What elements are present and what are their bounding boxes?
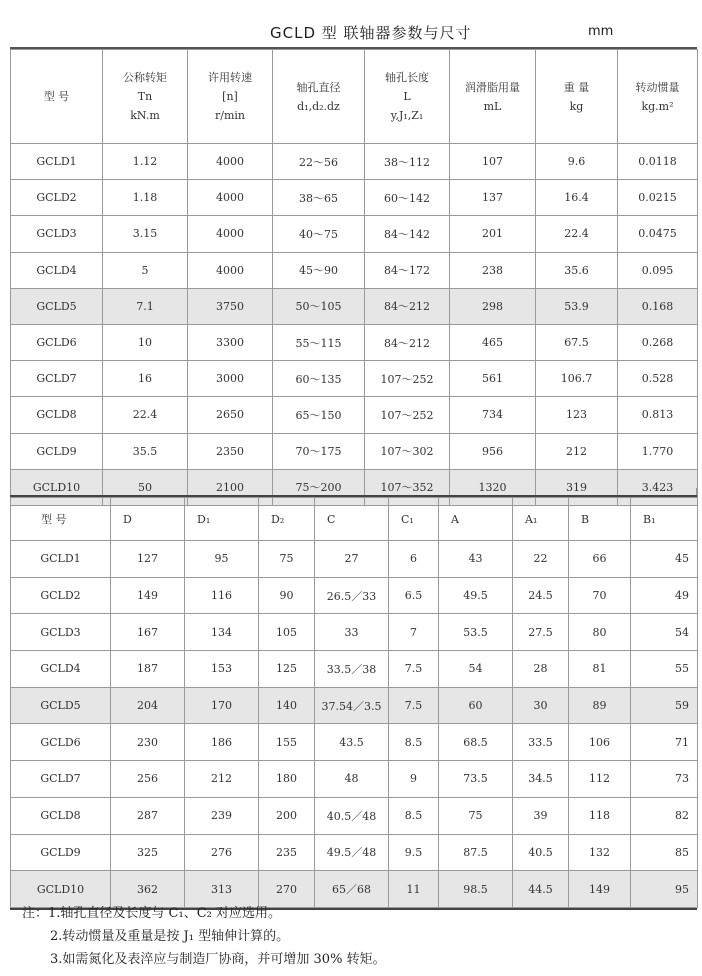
parameters-header-cell (11, 50, 103, 144)
value-cell: 149 (111, 577, 185, 614)
value-cell: 7.1 (103, 288, 188, 324)
value-cell: 40～75 (273, 216, 365, 252)
value-cell: 89 (569, 687, 631, 724)
parameters-row (11, 144, 698, 180)
value-cell: 10 (103, 324, 188, 360)
notes (22, 902, 386, 971)
value-cell: 98.5 (439, 871, 513, 908)
value-cell: 26.5／33 (315, 577, 389, 614)
dimensions-header-cell: C (315, 498, 389, 541)
model-cell: GCLD8 (11, 797, 111, 834)
value-cell: 298 (450, 288, 536, 324)
value-cell: 22.4 (536, 216, 618, 252)
dimensions-row (11, 724, 698, 761)
value-cell: 67.5 (536, 324, 618, 360)
header-line: 转动惯量 (635, 80, 680, 94)
parameters-table (10, 47, 697, 506)
model-cell: GCLD4 (11, 651, 111, 688)
dimensions-row (11, 614, 698, 651)
value-cell: 50 (103, 469, 188, 505)
value-cell: 55～115 (273, 324, 365, 360)
dimensions-header-cell: 型 号 (11, 498, 111, 541)
model-cell: GCLD9 (11, 433, 103, 469)
dimensions-header-cell: A₁ (513, 498, 569, 541)
dimensions-header-cell: D₂ (259, 498, 315, 541)
value-cell: 49.5 (439, 577, 513, 614)
value-cell: 33.5／38 (315, 651, 389, 688)
value-cell: 0.168 (618, 288, 698, 324)
value-cell: 68.5 (439, 724, 513, 761)
table-divider (10, 488, 697, 495)
value-cell: 6.5 (389, 577, 439, 614)
value-cell: 71 (631, 724, 698, 761)
header-line: d₁,d₂.dz (297, 99, 340, 113)
header-line: 轴孔直径 (296, 80, 341, 94)
model-cell: GCLD3 (11, 216, 103, 252)
value-cell: 35.6 (536, 252, 618, 288)
dimensions-row (11, 577, 698, 614)
value-cell: 0.0215 (618, 180, 698, 216)
value-cell: 22.4 (103, 397, 188, 433)
value-cell: 84～212 (365, 324, 450, 360)
value-cell: 325 (111, 834, 185, 871)
value-cell: 9 (389, 761, 439, 798)
value-cell: 106 (569, 724, 631, 761)
parameters-header-row (11, 50, 698, 144)
value-cell: 276 (185, 834, 259, 871)
model-cell: GCLD1 (11, 144, 103, 180)
value-cell: 73.5 (439, 761, 513, 798)
value-cell: 230 (111, 724, 185, 761)
value-cell: 270 (259, 871, 315, 908)
parameters-row (11, 180, 698, 216)
parameters-header-cell (103, 50, 188, 144)
dimensions-header-cell: C₁ (389, 498, 439, 541)
dimensions-row (11, 687, 698, 724)
value-cell: 22～56 (273, 144, 365, 180)
value-cell: 125 (259, 651, 315, 688)
value-cell: 33 (315, 614, 389, 651)
value-cell: 28 (513, 651, 569, 688)
value-cell: 7.5 (389, 687, 439, 724)
header-line: mL (483, 99, 502, 113)
value-cell: 70～175 (273, 433, 365, 469)
dimensions-row (11, 797, 698, 834)
value-cell: 132 (569, 834, 631, 871)
value-cell: 5 (103, 252, 188, 288)
model-cell: GCLD2 (11, 577, 111, 614)
value-cell: 313 (185, 871, 259, 908)
parameters-row (11, 288, 698, 324)
value-cell: 3000 (188, 361, 273, 397)
value-cell: 107～252 (365, 361, 450, 397)
header-line: kN.m (130, 109, 160, 122)
value-cell: 105 (259, 614, 315, 651)
value-cell: 70 (569, 577, 631, 614)
model-cell: GCLD10 (11, 871, 111, 908)
dimensions-row (11, 761, 698, 798)
value-cell: 54 (439, 651, 513, 688)
header-line: Tn (137, 90, 153, 103)
value-cell: 7 (389, 614, 439, 651)
parameters-header-cell (618, 50, 698, 144)
value-cell: 44.5 (513, 871, 569, 908)
value-cell: 75～200 (273, 469, 365, 505)
value-cell: 0.813 (618, 397, 698, 433)
value-cell: 43 (439, 541, 513, 578)
parameters-row (11, 397, 698, 433)
value-cell: 66 (569, 541, 631, 578)
model-cell: GCLD8 (11, 397, 103, 433)
model-cell: GCLD7 (11, 761, 111, 798)
value-cell: 37.54／3.5 (315, 687, 389, 724)
value-cell: 75 (439, 797, 513, 834)
dimensions-header-cell: D (111, 498, 185, 541)
parameters-row (11, 252, 698, 288)
value-cell: 180 (259, 761, 315, 798)
header-line: L (403, 90, 411, 103)
value-cell: 60 (439, 687, 513, 724)
value-cell: 235 (259, 834, 315, 871)
value-cell: 155 (259, 724, 315, 761)
value-cell: 84～142 (365, 216, 450, 252)
model-cell: GCLD7 (11, 361, 103, 397)
value-cell: 38～65 (273, 180, 365, 216)
value-cell: 3750 (188, 288, 273, 324)
value-cell: 134 (185, 614, 259, 651)
value-cell: 49 (631, 577, 698, 614)
value-cell: 187 (111, 651, 185, 688)
parameters-row (11, 361, 698, 397)
dimensions-row (11, 834, 698, 871)
value-cell: 2100 (188, 469, 273, 505)
parameters-row (11, 324, 698, 360)
value-cell: 59 (631, 687, 698, 724)
value-cell: 1.770 (618, 433, 698, 469)
value-cell: 561 (450, 361, 536, 397)
value-cell: 0.095 (618, 252, 698, 288)
value-cell: 319 (536, 469, 618, 505)
page-title (270, 22, 614, 43)
value-cell: 90 (259, 577, 315, 614)
value-cell: 107～252 (365, 397, 450, 433)
value-cell: 30 (513, 687, 569, 724)
header-line: 润滑脂用量 (465, 80, 520, 94)
value-cell: 54 (631, 614, 698, 651)
parameters-header-cell (273, 50, 365, 144)
header-line: kg (569, 99, 584, 113)
value-cell: 3.15 (103, 216, 188, 252)
header-line: [n] (222, 90, 238, 103)
value-cell: 149 (569, 871, 631, 908)
value-cell: 2350 (188, 433, 273, 469)
value-cell: 107～302 (365, 433, 450, 469)
dimensions-header-cell: B₁ (631, 498, 698, 541)
model-cell: GCLD2 (11, 180, 103, 216)
parameters-header-cell (450, 50, 536, 144)
value-cell: 87.5 (439, 834, 513, 871)
header-line: 重 量 (563, 80, 590, 94)
value-cell: 4000 (188, 180, 273, 216)
value-cell: 48 (315, 761, 389, 798)
dimensions-header-cell: B (569, 498, 631, 541)
value-cell: 112 (569, 761, 631, 798)
value-cell: 118 (569, 797, 631, 834)
value-cell: 3.423 (618, 469, 698, 505)
parameters-header-cell (188, 50, 273, 144)
value-cell: 106.7 (536, 361, 618, 397)
value-cell: 9.6 (536, 144, 618, 180)
value-cell: 153 (185, 651, 259, 688)
model-cell: GCLD10 (11, 469, 103, 505)
note-1: 注：1.轴孔直径及长度与 C₁、C₂ 对应选用。 (22, 906, 281, 921)
value-cell: 53.5 (439, 614, 513, 651)
value-cell: 0.528 (618, 361, 698, 397)
value-cell: 6 (389, 541, 439, 578)
value-cell: 65／68 (315, 871, 389, 908)
model-cell: GCLD9 (11, 834, 111, 871)
value-cell: 33.5 (513, 724, 569, 761)
parameters-header-cell (365, 50, 450, 144)
value-cell: 50～105 (273, 288, 365, 324)
model-cell: GCLD6 (11, 724, 111, 761)
value-cell: 956 (450, 433, 536, 469)
value-cell: 4000 (188, 144, 273, 180)
value-cell: 43.5 (315, 724, 389, 761)
value-cell: 39 (513, 797, 569, 834)
header-line: 许用转速 (208, 71, 252, 84)
value-cell: 0.0118 (618, 144, 698, 180)
value-cell: 55 (631, 651, 698, 688)
model-cell: GCLD5 (11, 288, 103, 324)
value-cell: 60～135 (273, 361, 365, 397)
value-cell: 116 (185, 577, 259, 614)
dimensions-header-row (11, 498, 698, 541)
value-cell: 49.5／48 (315, 834, 389, 871)
value-cell: 84～172 (365, 252, 450, 288)
value-cell: 84～212 (365, 288, 450, 324)
value-cell: 8.5 (389, 797, 439, 834)
value-cell: 45～90 (273, 252, 365, 288)
value-cell: 8.5 (389, 724, 439, 761)
note-3: 3.如需氮化及表淬应与制造厂协商，并可增加 30% 转矩。 (50, 952, 386, 967)
value-cell: 140 (259, 687, 315, 724)
value-cell: 186 (185, 724, 259, 761)
value-cell: 40.5／48 (315, 797, 389, 834)
value-cell: 60～142 (365, 180, 450, 216)
value-cell: 27.5 (513, 614, 569, 651)
value-cell: 16 (103, 361, 188, 397)
value-cell: 201 (450, 216, 536, 252)
value-cell: 53.9 (536, 288, 618, 324)
value-cell: 7.5 (389, 651, 439, 688)
value-cell: 35.5 (103, 433, 188, 469)
header-line: 公称转矩 (123, 71, 167, 84)
header-line: y,J₁,Z₁ (390, 109, 424, 122)
model-cell: GCLD6 (11, 324, 103, 360)
value-cell: 1320 (450, 469, 536, 505)
value-cell: 170 (185, 687, 259, 724)
value-cell: 107～352 (365, 469, 450, 505)
value-cell: 212 (185, 761, 259, 798)
dimensions-header-cell: D₁ (185, 498, 259, 541)
value-cell: 38～112 (365, 144, 450, 180)
value-cell: 4000 (188, 216, 273, 252)
value-cell: 73 (631, 761, 698, 798)
value-cell: 1.12 (103, 144, 188, 180)
value-cell: 200 (259, 797, 315, 834)
model-cell: GCLD5 (11, 687, 111, 724)
value-cell: 80 (569, 614, 631, 651)
value-cell: 137 (450, 180, 536, 216)
unit-label: mm (588, 24, 614, 39)
value-cell: 4000 (188, 252, 273, 288)
value-cell: 11 (389, 871, 439, 908)
value-cell: 95 (185, 541, 259, 578)
value-cell: 127 (111, 541, 185, 578)
value-cell: 239 (185, 797, 259, 834)
value-cell: 107 (450, 144, 536, 180)
title-text: GCLD 型 联轴器参数与尺寸 (270, 24, 472, 42)
value-cell: 0.0475 (618, 216, 698, 252)
value-cell: 212 (536, 433, 618, 469)
value-cell: 2650 (188, 397, 273, 433)
parameters-header-cell (536, 50, 618, 144)
value-cell: 734 (450, 397, 536, 433)
value-cell: 204 (111, 687, 185, 724)
value-cell: 167 (111, 614, 185, 651)
note-2: 2.转动惯量及重量是按 J₁ 型轴伸计算的。 (50, 929, 290, 944)
header-line: 轴孔长度 (385, 71, 429, 84)
value-cell: 0.268 (618, 324, 698, 360)
dimensions-table (10, 495, 697, 910)
value-cell: 27 (315, 541, 389, 578)
dimensions-header-cell: A (439, 498, 513, 541)
value-cell: 81 (569, 651, 631, 688)
value-cell: 95 (631, 871, 698, 908)
header-line: r/min (215, 109, 245, 122)
value-cell: 256 (111, 761, 185, 798)
value-cell: 40.5 (513, 834, 569, 871)
value-cell: 45 (631, 541, 698, 578)
model-cell: GCLD3 (11, 614, 111, 651)
value-cell: 9.5 (389, 834, 439, 871)
value-cell: 465 (450, 324, 536, 360)
value-cell: 362 (111, 871, 185, 908)
value-cell: 65～150 (273, 397, 365, 433)
value-cell: 238 (450, 252, 536, 288)
value-cell: 1.18 (103, 180, 188, 216)
header-line: kg.m² (641, 99, 674, 113)
parameters-row (11, 216, 698, 252)
model-cell: GCLD1 (11, 541, 111, 578)
value-cell: 24.5 (513, 577, 569, 614)
value-cell: 22 (513, 541, 569, 578)
value-cell: 34.5 (513, 761, 569, 798)
header-line: 型 号 (43, 90, 70, 103)
value-cell: 82 (631, 797, 698, 834)
parameters-row (11, 433, 698, 469)
value-cell: 3300 (188, 324, 273, 360)
value-cell: 85 (631, 834, 698, 871)
value-cell: 16.4 (536, 180, 618, 216)
value-cell: 75 (259, 541, 315, 578)
value-cell: 287 (111, 797, 185, 834)
dimensions-row (11, 541, 698, 578)
model-cell: GCLD4 (11, 252, 103, 288)
dimensions-row (11, 651, 698, 688)
value-cell: 123 (536, 397, 618, 433)
